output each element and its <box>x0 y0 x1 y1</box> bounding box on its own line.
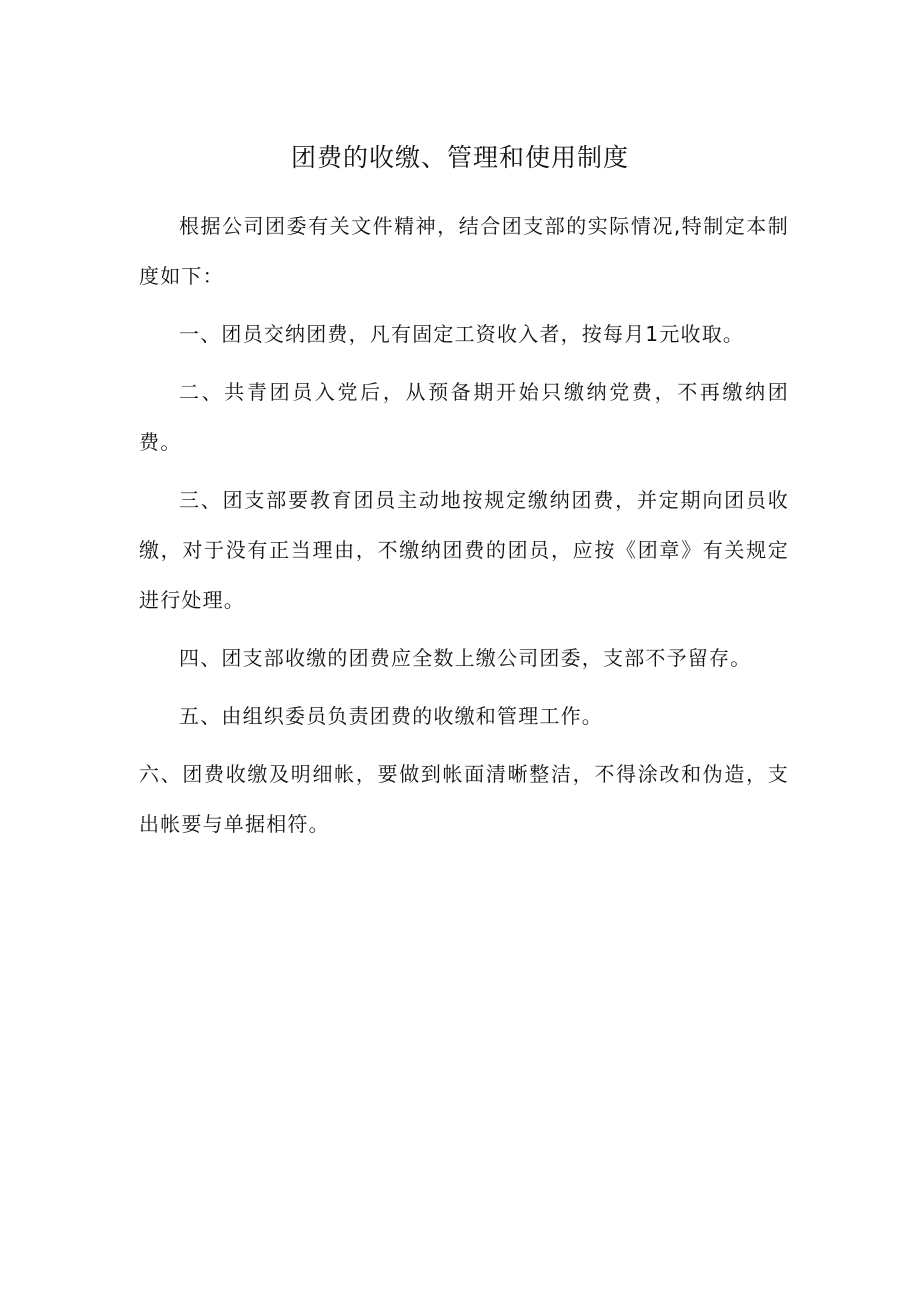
paragraph-spacer <box>139 359 789 367</box>
document-body <box>139 201 789 849</box>
paragraph-rule-4: 四、团支部收缴的团费应全数上缴公司团委，支部不予留存。 <box>179 646 752 670</box>
paragraph-spacer <box>139 301 789 309</box>
paragraph-rule-6: 六、团费收缴及明细帐，要做到帐面清晰整洁，不得涂改和伪造，支出帐要与单据相符。 <box>139 762 789 836</box>
paragraph-spacer <box>139 467 789 475</box>
paragraph-spacer <box>139 741 789 749</box>
paragraph-rule-1: 一、团员交纳团费，凡有固定工资收入者，按每月1元收取。 <box>179 322 745 346</box>
paragraph-intro: 根据公司团委有关文件精神，结合团支部的实际情况,特制定本制度如下： <box>139 214 789 288</box>
paragraph-spacer <box>139 683 789 691</box>
paragraph-rule-2: 二、共青团员入党后，从预备期开始只缴纳党费，不再缴纳团费。 <box>139 380 789 454</box>
document-title: 团费的收缴、管理和使用制度 <box>290 143 629 172</box>
paragraph-rule-3: 三、团支部要教育团员主动地按规定缴纳团费，并定期向团员收缴，对于没有正当理由，不缴纳团费的团员，应按《团章》有关规定进行处理。 <box>139 488 789 612</box>
paragraph-spacer <box>139 625 789 633</box>
paragraph-rule-5: 五、由组织委员负责团费的收缴和管理工作。 <box>179 704 603 728</box>
